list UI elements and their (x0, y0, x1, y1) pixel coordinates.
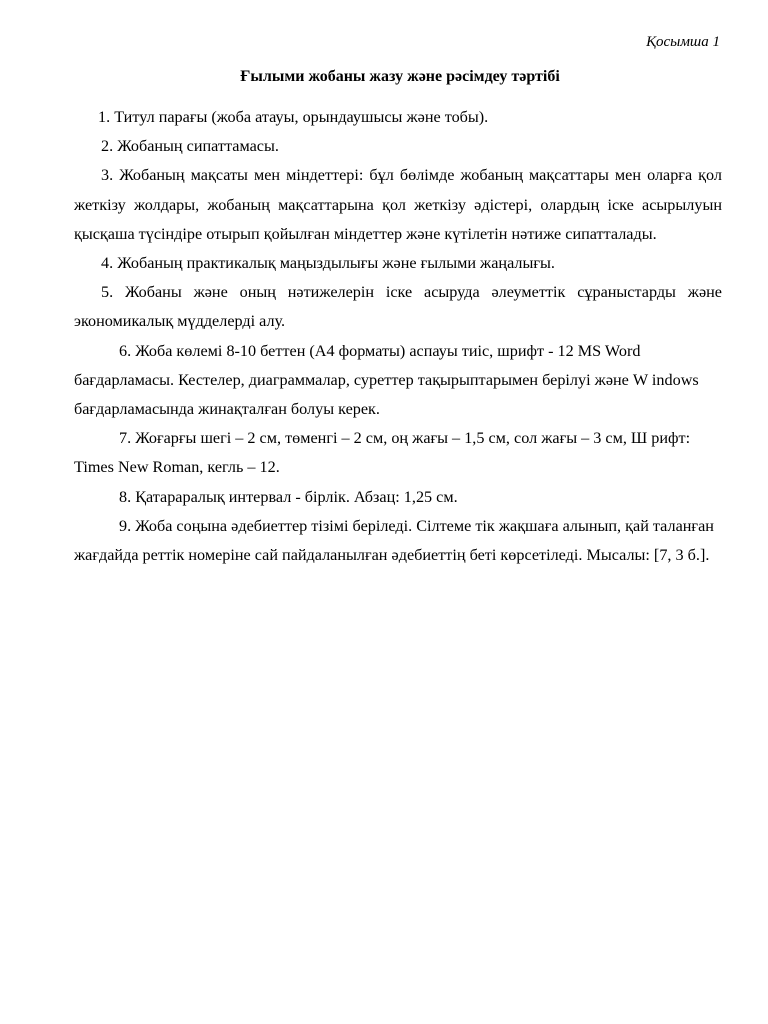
list-item-2: 2. Жобаның сипаттамасы. (101, 137, 279, 156)
list-item-6: 6. Жоба көлемі 8-10 беттен (А4 форматы) аспауы тиіс, шрифт - 12 MS Word бағдарламасы. Кестелер, диаграммалар, суреттер тақырыптарымен берілуі және W indows бағдарламасында жинақталған болуы керек. (74, 341, 699, 419)
list-item-5: 5. Жобаны және оның нәтижелерін іске асыруда әлеуметтік сұраныстарды және экономикалық мүдделерді алу. (74, 283, 722, 331)
list-item-1: 1. Титул парағы (жоба атауы, орындаушысы және тобы). (98, 108, 489, 126)
list-item-7: 7. Жоғарғы шегі – 2 см, төменгі – 2 см, оң жағы – 1,5 см, сол жағы – 3 см, Ш рифт: Times New Roman, кегль – 12. (74, 429, 691, 477)
list-item-9: 9. Жоба соңына әдебиеттер тізімі беріледі. Сілтеме тік жақшаға алынып, қай таланған жағдайда реттік номеріне сай пайдаланылған әдебиеттің беті көрсетіледі. Мысалы: [7, 3 б.]. (74, 516, 714, 565)
document-body (74, 103, 722, 570)
list-item-3: 3. Жобаның мақсаты мен міндеттері: бұл бөлімде жобаның мақсаттары мен оларға қол жеткізу жолдары, жобаның мақсаттарына қол жеткізу әдістері, олардың іске асырылуын қысқаша түсіндіре отырып қойылған міндеттер және күтілетін нәтиже сипатталады. (74, 166, 722, 243)
list-item-8: 8. Қатараралық интервал - бірлік. Абзац: 1,25 см. (119, 487, 458, 506)
appendix-label: Қосымша 1 (646, 34, 720, 50)
document-title: Ғылыми жобаны жазу және рәсімдеу тәртібі (240, 68, 560, 85)
list-item-4: 4. Жобаның практикалық маңыздылығы және ғылыми жаңалығы. (101, 254, 555, 273)
